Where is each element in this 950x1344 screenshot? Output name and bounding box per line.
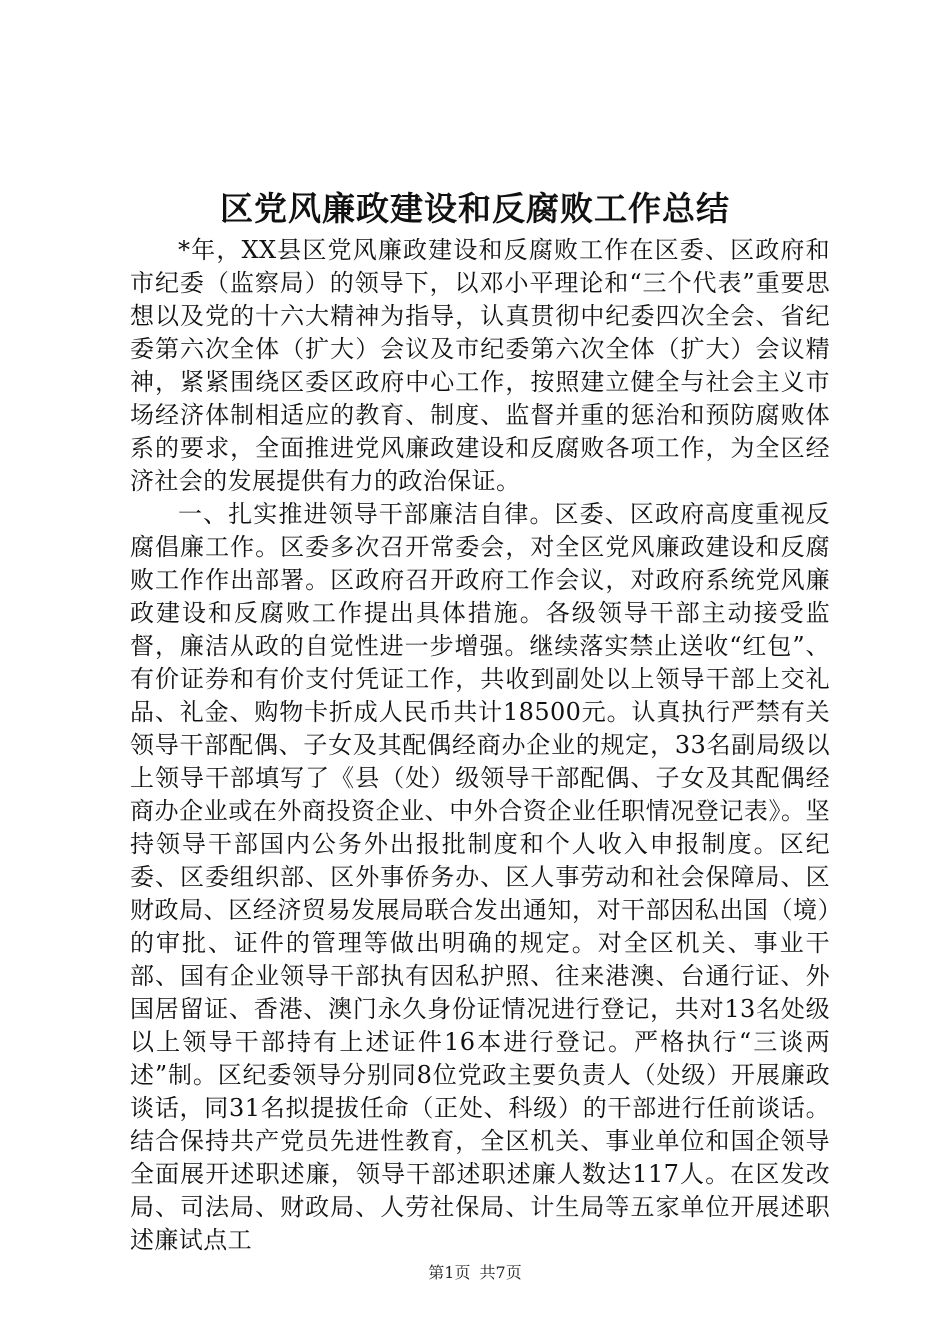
- paragraph-section-one: 一、扎实推进领导干部廉洁自律。区委、区政府高度重视反腐倡廉工作。区委多次召开常委会，对全区党风廉政建设和反腐败工作作出部署。区政府召开政府工作会议，对政府系统党风廉政建设和反腐败工作提出具体措施。各级领导干部主动接受监督，廉洁从政的自觉性进一步增强。继续落实禁止送收“红包”、有价证券和有价支付凭证工作，共收到副处以上领导干部上交礼品、礼金、购物卡折成人民币共计18500元。认真执行严禁有关领导干部配偶、子女及其配偶经商办企业的规定，33名副局级以上领导干部填写了《县（处）级领导干部配偶、子女及其配偶经商办企业或在外商投资企业、中外合资企业任职情况登记表》。坚持领导干部国内公务外出报批制度和个人收入申报制度。区纪委、区委组织部、区外事侨务办、区人事劳动和社会保障局、区财政局、区经济贸易发展局联合发出通知，对干部因私出国（境）的审批、证件的管理等做出明确的规定。对全区机关、事业干部、国有企业领导干部执有因私护照、往来港澳、台通行证、外国居留证、香港、澳门永久身份证情况进行登记，共对13名处级以上领导干部持有上述证件16本进行登记。严格执行“三谈两述”制。区纪委领导分别同8位党政主要负责人（处级）开展廉政谈话，同31名拟提拔任命（正处、科级）的干部进行任前谈话。结合保持共产党员先进性教育，全区机关、事业单位和国企领导全面展开述职述廉，领导干部述职述廉人数达117人。在区发改局、司法局、财政局、人劳社保局、计生局等五家单位开展述职述廉试点工: [130, 500, 830, 1254]
- page-total: 共7页: [479, 1263, 522, 1282]
- page-footer: [0, 1262, 950, 1284]
- document-title: 区党风廉政建设和反腐败工作总结: [220, 189, 730, 228]
- page-number: 第1页: [428, 1263, 471, 1282]
- document-body: [130, 234, 830, 1257]
- paragraph-intro: *年，XX县区党风廉政建设和反腐败工作在区委、区政府和市纪委（监察局）的领导下，以邓小平理论和“三个代表”重要思想以及党的十六大精神为指导，认真贯彻中纪委四次全会、省纪委第六次全体（扩大）会议及市纪委第六次全体（扩大）会议精神，紧紧围绕区委区政府中心工作，按照建立健全与社会主义市场经济体制相适应的教育、制度、监督并重的惩治和预防腐败体系的要求，全面推进党风廉政建设和反腐败各项工作，为全区经济社会的发展提供有力的政治保证。: [130, 236, 830, 495]
